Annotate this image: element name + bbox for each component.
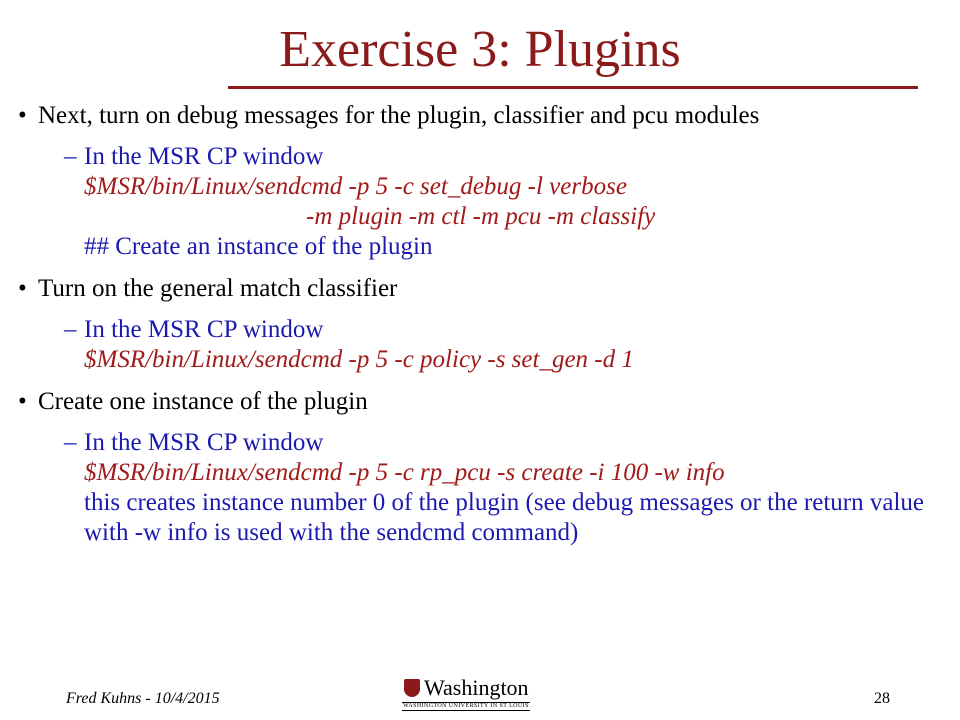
sub-intro: In the MSR CP window — [84, 429, 324, 456]
command-line: $MSR/bin/Linux/sendcmd -p 5 -c set_debug -l verbose — [84, 173, 627, 200]
sub-intro: In the MSR CP window — [84, 143, 324, 170]
university-logo — [402, 676, 556, 710]
sub-item-debug — [18, 142, 948, 262]
sub-dash: – — [64, 316, 77, 343]
slide-content — [18, 100, 948, 559]
sub-note: this creates instance number 0 of the plugin (see debug messages or the return value with -w info is used with the sendcmd command) — [84, 489, 925, 546]
sub-intro: In the MSR CP window — [84, 316, 324, 343]
title-underline — [228, 86, 918, 89]
bullet-dot: • — [18, 388, 27, 415]
sub-item-classifier — [18, 315, 948, 375]
slide-title: Exercise 3: Plugins — [279, 21, 681, 78]
command-line: $MSR/bin/Linux/sendcmd -p 5 -c policy -s set_gen -d 1 — [84, 346, 634, 373]
sub-dash: – — [64, 143, 77, 170]
sub-item-create — [18, 428, 948, 548]
bullet-text: Create one instance of the plugin — [38, 388, 368, 415]
footer-author-date: Fred Kuhns - 10/4/2015 — [66, 690, 220, 707]
command-line: $MSR/bin/Linux/sendcmd -p 5 -c rp_pcu -s create -i 100 -w info — [84, 459, 725, 486]
bullet-create-instance — [18, 386, 948, 417]
bullet-text: Turn on the general match classifier — [38, 275, 398, 302]
bullet-general-match — [18, 273, 948, 304]
sub-dash: – — [64, 429, 77, 456]
command-continuation: -m plugin -m ctl -m pcu -m classify — [306, 203, 656, 230]
shield-icon — [404, 679, 420, 697]
sub-note: ## Create an instance of the plugin — [84, 233, 433, 260]
bullet-dot: • — [18, 275, 27, 302]
logo-name: Washington — [424, 675, 529, 700]
bullet-debug-messages — [18, 100, 948, 131]
logo-subline: WASHINGTON UNIVERSITY IN ST LOUIS — [403, 703, 529, 709]
bullet-dot: • — [18, 102, 27, 129]
page-number: 28 — [874, 690, 890, 707]
bullet-text: Next, turn on debug messages for the plugin, classifier and pcu modules — [38, 102, 760, 129]
